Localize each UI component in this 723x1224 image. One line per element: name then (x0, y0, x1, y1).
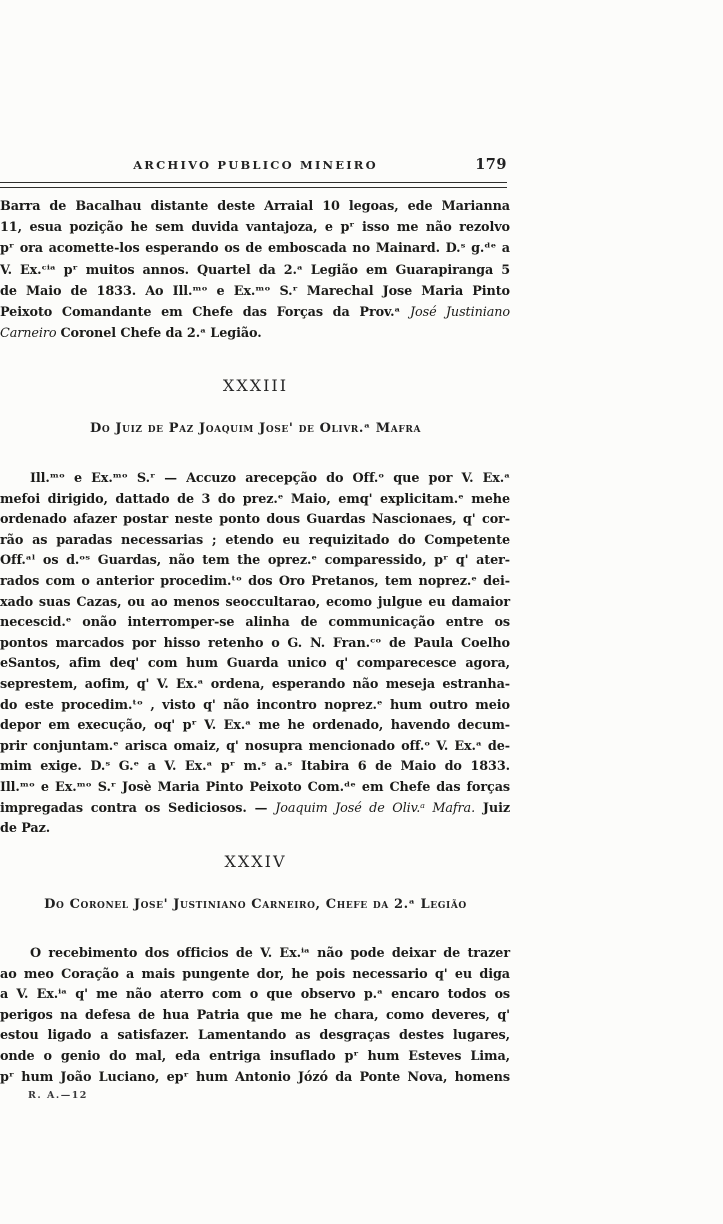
header-rule (0, 182, 507, 188)
section-subtitle-xxxiii: Do Juiz de Paz Joaquim Jose' de Olivr.ᵃ Mafra (89, 421, 422, 436)
body-line (0, 799, 510, 820)
body-line: mefoi dirigido, dattado de 3 do prez.ᵉ Maio, emq' explicitam.ᵉ mehe (0, 491, 510, 507)
body-text: Coronel Chefe da 2.ᵃ Legião. (60, 326, 262, 342)
section-xxxiii-paragraph (0, 469, 510, 840)
body-line: de Maio de 1833. Ao Ill.ᵐᵒ e Ex.ᵐᵒ S.ʳ Marechal Jose Maria Pinto (0, 283, 510, 299)
body-line: Ill.ᵐᵒ e Ex.ᵐᵒ S.ʳ Josè Maria Pinto Peixoto Com.ᵈᵉ em Chefe das forças (0, 779, 510, 795)
printer-signature-mark: R. A.—12 (28, 1090, 88, 1101)
body-line: perigos na defesa de hua Patria que me he chara, como deveres, q' (0, 1007, 510, 1023)
body-line: O recebimento dos officios de V. Ex.ⁱᵃ não pode deixar de trazer (30, 946, 510, 961)
body-line: do este procedim.ᵗᵒ , visto q' não incontro noprez.ᵉ hum outro meio (0, 697, 510, 713)
body-line: xado suas Cazas, ou ao menos seoccultarao, ecomo julgue eu damaior (0, 594, 510, 610)
body-line: necescid.ᵉ onão interromper-se alinha de communicação entre os (0, 615, 510, 631)
body-text: Juiz (475, 800, 511, 816)
body-line: a V. Ex.ⁱᵃ q' me não aterro com o que observo p.ᵃ encaro todos os (0, 987, 510, 1003)
body-line: eSantos, afim deq' com hum Guarda unico q' comparecesce agora, (0, 656, 510, 672)
body-text: Peixoto Comandante em Chefe das Forças da Prov.ᵃ (0, 304, 410, 320)
body-line: mim exige. D.ˢ G.ᵉ a V. Ex.ᵃ pʳ m.ˢ a.ˢ Itabira 6 de Maio do 1833. (0, 759, 510, 775)
body-line: pʳ hum João Luciano, epʳ hum Antonio Józó da Ponte Nova, homens (0, 1069, 510, 1085)
body-line: pʳ ora acomette-los esperando os de emboscada no Mainard. D.ˢ g.ᵈᵉ a (0, 241, 510, 257)
body-line: de Paz. (0, 821, 51, 837)
body-line: rados com o anterior procedim.ᵗᵒ dos Oro Pretanos, tem noprez.ᵉ dei- (0, 573, 510, 589)
page-number: 179 (475, 156, 507, 173)
body-line: depor em execução, oq' pʳ V. Ex.ᵃ me he ordenado, havendo decum- (0, 718, 510, 734)
body-line: 11, esua pozição he sem duvida vantajoza, e pʳ isso me não rezolvo (0, 220, 510, 236)
signature-italic: José Justiniano (410, 304, 510, 320)
body-line: ordenado afazer postar neste ponto dous Guardas Nascionaes, q' cor- (0, 512, 510, 528)
running-head-title: ARCHIVO PUBLICO MINEIRO (133, 158, 378, 172)
signature-italic: Joaquim José de Oliv.ᵃ Mafra. (275, 800, 476, 816)
section-heading-xxxiv: XXXIV (224, 852, 287, 871)
body-line: Barra de Bacalhau distante deste Arraial 10 legoas, ede Marianna (0, 199, 510, 214)
running-head (0, 158, 511, 176)
body-text: impregadas contra os Sediciosos. — (0, 800, 276, 816)
body-line (0, 302, 510, 323)
signature-italic: Carneiro (0, 326, 61, 342)
body-line: onde o genio do mal, eda entriga insuflado pʳ hum Esteves Lima, (0, 1048, 510, 1064)
body-line: rão as paradas necessarias ; etendo eu requizitado do Competente (0, 532, 510, 548)
section-subtitle-xxxiv: Do Coronel Jose' Justiniano Carneiro, Chefe da 2.ᵃ Legião (44, 897, 467, 912)
body-line: V. Ex.ᶜⁱᵃ pʳ muitos annos. Quartel da 2.ᵃ Legião em Guarapiranga 5 (0, 262, 510, 278)
intro-paragraph (0, 196, 510, 344)
body-line: pontos marcados por hisso retenho o G. N. Fran.ᶜᵒ de Paula Coelho (0, 635, 510, 651)
section-xxxiv-paragraph (0, 944, 510, 1088)
body-line (0, 323, 510, 344)
body-line: Off.ᵃˡ os d.ᵒˢ Guardas, não tem the oprez.ᵉ comparessido, pʳ q' ater- (0, 553, 510, 569)
body-line: Ill.ᵐᵒ e Ex.ᵐᵒ S.ʳ — Accuzo arecepção do Off.ᵒ que por V. Ex.ᵃ (30, 471, 510, 486)
body-line: ao meo Coração a mais pungente dor, he pois necessario q' eu diga (0, 966, 510, 982)
section-heading-xxxiii: XXXIII (222, 376, 289, 395)
body-line: estou ligado a satisfazer. Lamentando as desgraças destes lugares, (0, 1028, 510, 1044)
body-line: seprestem, aofim, q' V. Ex.ᵃ ordena, esperando não meseja estranha- (0, 676, 510, 692)
body-line: prir conjuntam.ᵉ arisca omaiz, q' nosupra mencionado off.ᵒ V. Ex.ᵃ de- (0, 738, 510, 754)
